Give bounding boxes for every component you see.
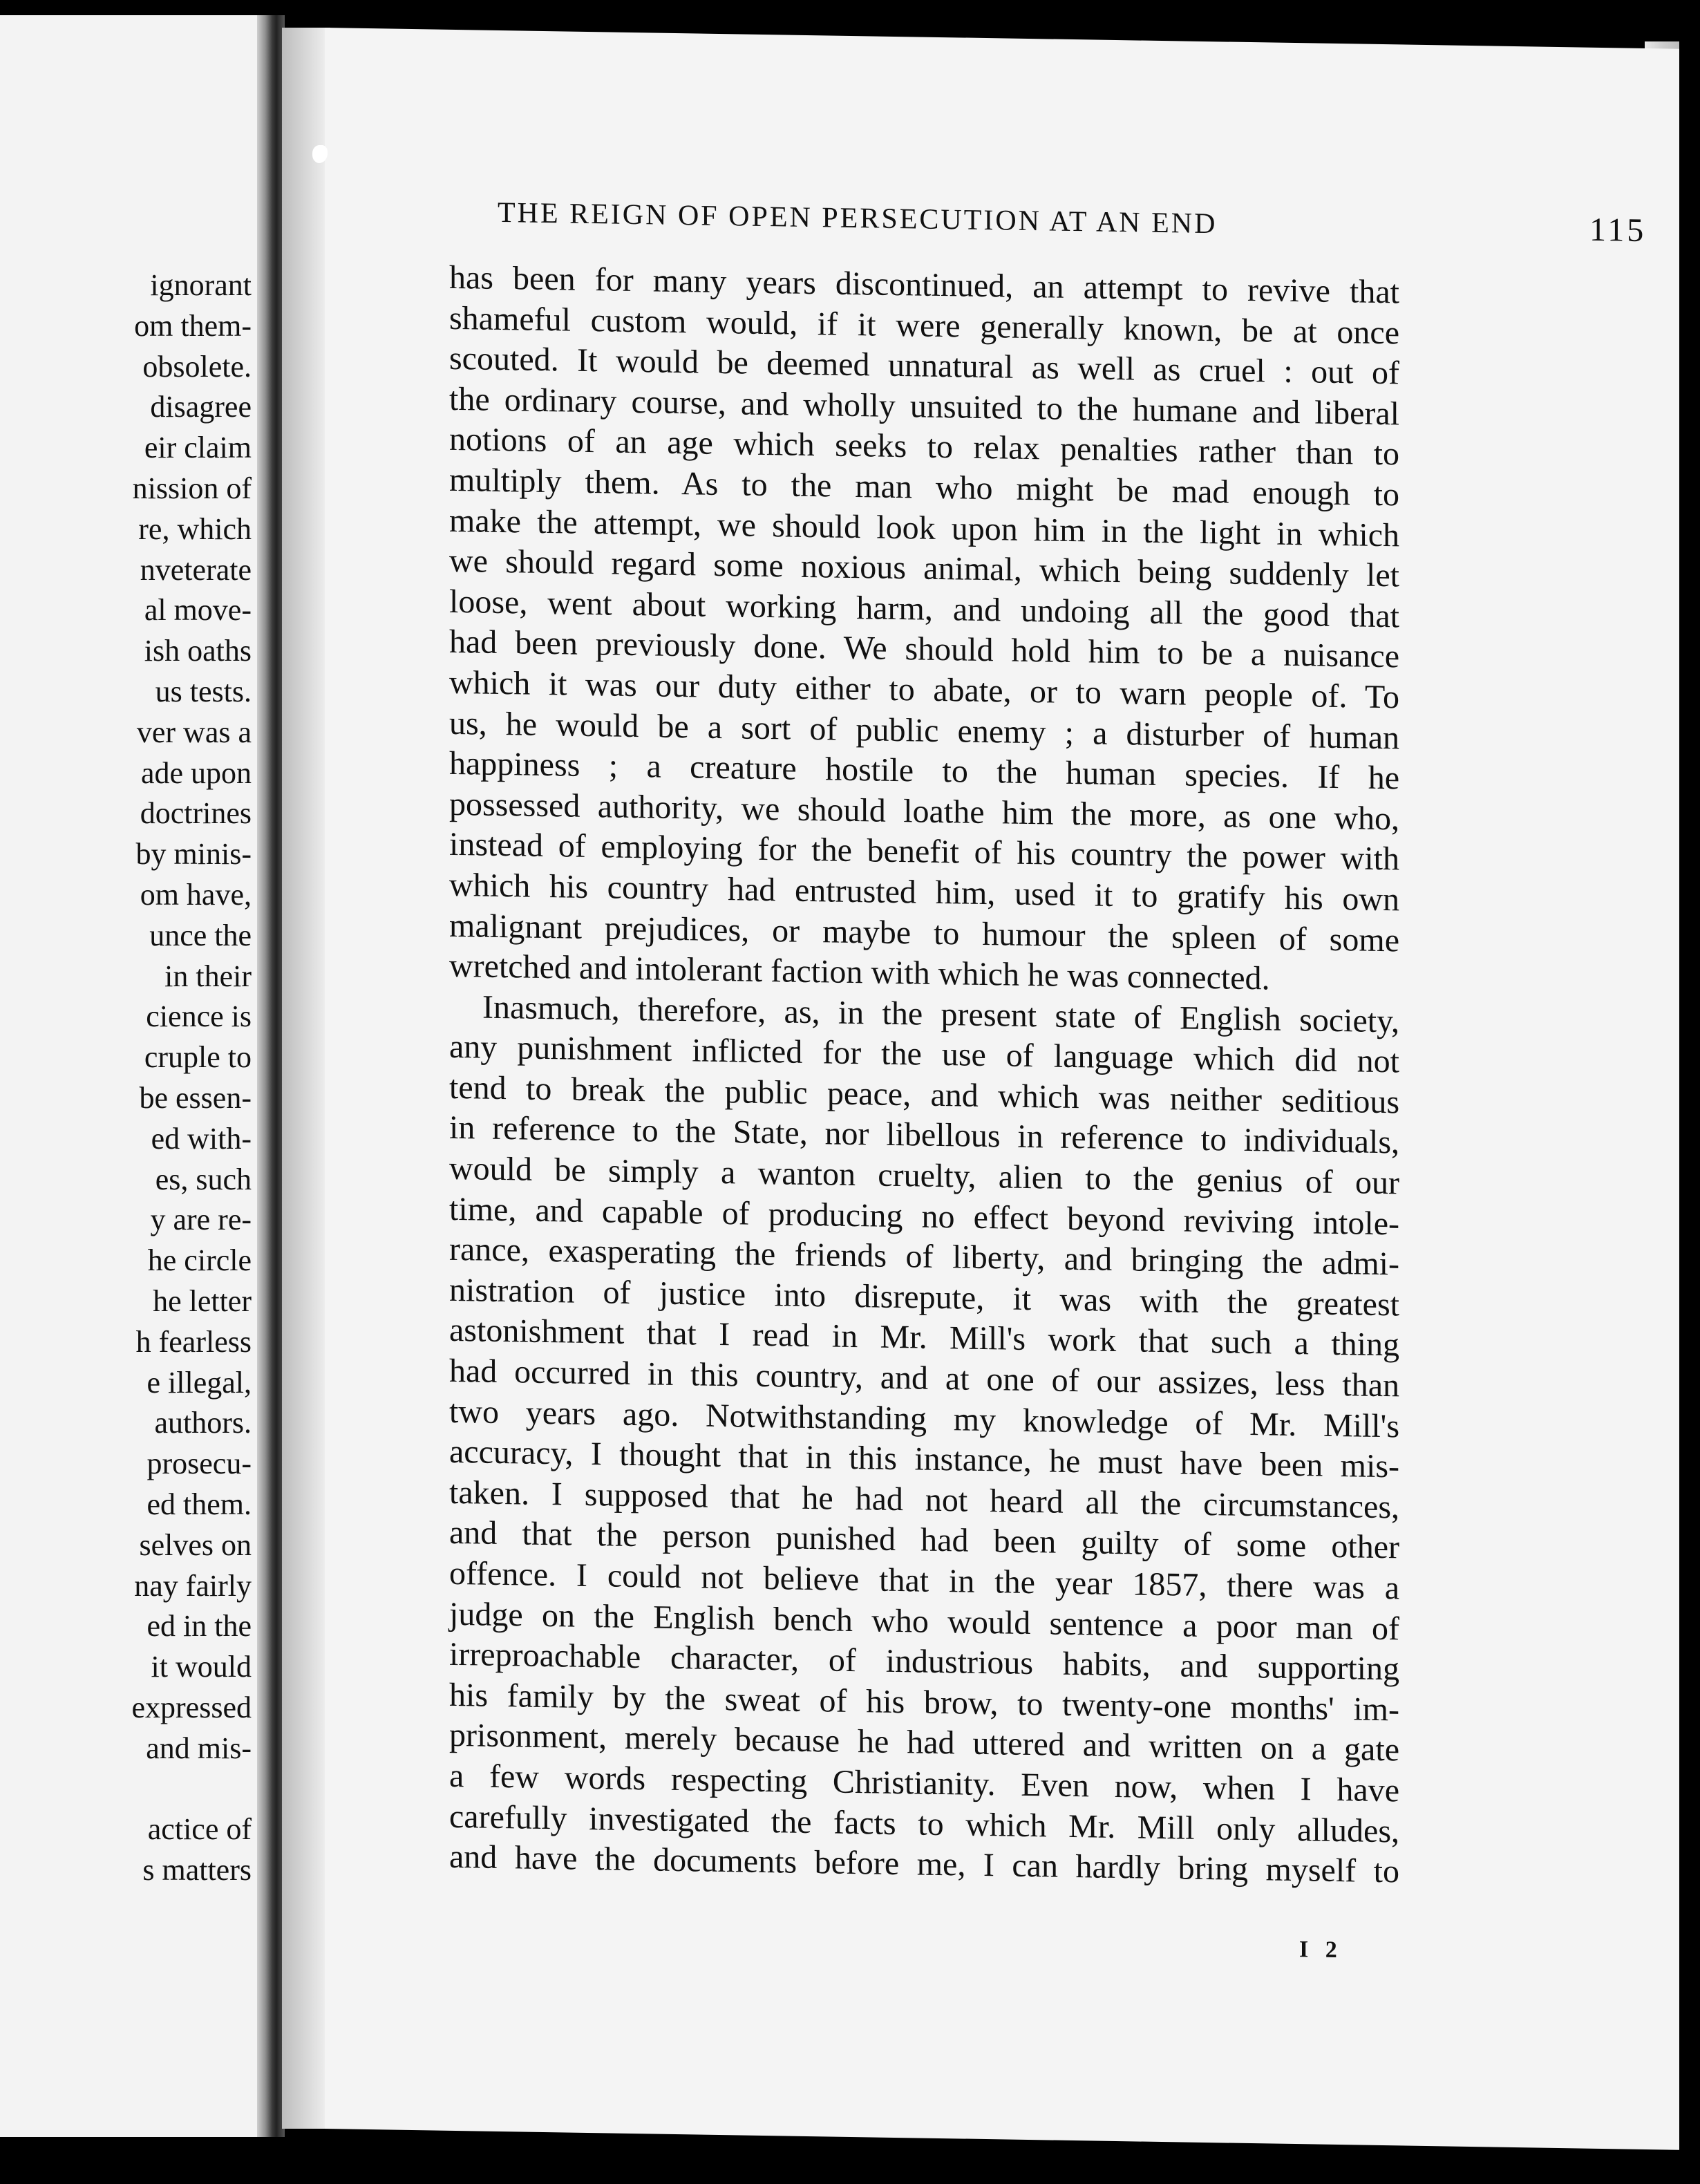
left-page-text <box>0 265 252 1891</box>
left-page-line: ish oaths <box>144 634 252 668</box>
left-page-line: selves on <box>139 1527 252 1562</box>
body-line: had occurred in this country, and at one of our assizes, less than <box>449 1352 1399 1404</box>
left-page-line: re, which <box>138 511 252 546</box>
left-page-line: ignorant <box>150 268 252 302</box>
left-page-line: es, such <box>155 1162 252 1196</box>
left-page-line: he circle <box>147 1243 252 1278</box>
body-line: astonishment that I read in Mr. Mill's work that such a thing <box>449 1312 1399 1364</box>
left-facing-page <box>0 15 257 2137</box>
left-page-line: ade upon <box>140 755 252 790</box>
left-page-line: ed them. <box>147 1487 252 1521</box>
body-line: a few words respecting Christianity. Even now, when I have <box>449 1757 1399 1809</box>
body-line: happiness ; a creature hostile to the human species. If he <box>449 744 1399 797</box>
body-line: has been for many years discontinued, an attempt to revive that <box>449 258 1399 311</box>
body-line: and have the documents before me, I can hardly bring myself to <box>449 1838 1399 1890</box>
left-page-line: authors. <box>154 1406 252 1440</box>
body-line: wretched and intolerant faction with which he was connected. <box>449 947 1270 997</box>
running-header <box>498 196 1679 249</box>
body-line: taken. I supposed that he had not heard all the circumstances, <box>449 1474 1399 1526</box>
left-page-line: nay fairly <box>134 1568 252 1603</box>
body-line: make the attempt, we should look upon him in the light in which <box>449 502 1399 554</box>
left-page-line: eir claim <box>144 431 252 465</box>
body-line: Inasmuch, therefore, as, in the present state of English society, <box>482 988 1399 1040</box>
left-page-line: and mis- <box>146 1731 252 1765</box>
body-line: carefully investigated the facts to which Mr. Mill only alludes, <box>449 1798 1399 1849</box>
body-line: rance, exasperating the friends of liberty, and bringing the admi- <box>449 1231 1399 1283</box>
left-page-line: om them- <box>134 308 252 343</box>
left-page-line: h fearless <box>135 1324 252 1359</box>
body-line: judge on the English bench who would sentence a poor man of <box>449 1595 1399 1648</box>
body-line: notions of an age which seeks to relax penalties rather than to <box>449 421 1399 473</box>
page-number: 115 <box>1589 211 1647 250</box>
body-line: shameful custom would, if it were generally known, be at once <box>449 299 1399 352</box>
left-page-line: doctrines <box>140 796 252 831</box>
left-page-line: ed in the <box>147 1609 252 1644</box>
body-line: loose, went about working harm, and undoing all the good that <box>449 583 1399 635</box>
left-page-line: ver was a <box>136 715 252 749</box>
body-line: in reference to the State, nor libellous in reference to individuals, <box>449 1109 1399 1161</box>
left-page-line: e illegal, <box>147 1365 252 1400</box>
body-line: multiply them. As to the man who might be mad enough to <box>449 461 1399 514</box>
gutter-shadow <box>282 28 330 2129</box>
body-line: his family by the sweat of his brow, to twenty-one months' im- <box>449 1676 1399 1729</box>
left-page-line: nveterate <box>140 552 252 587</box>
left-page-line: cruple to <box>144 1040 252 1075</box>
left-page-line: nission of <box>132 471 252 505</box>
body-line: and that the person punished had been guilty of some other <box>449 1514 1399 1566</box>
left-page-line: disagree <box>150 390 252 424</box>
signature-mark: I 2 <box>1299 1937 1343 1964</box>
body-line: offence. I could not believe that in the year 1857, there was a <box>449 1554 1399 1607</box>
body-line: instead of employing for the benefit of his country the power with <box>449 826 1399 878</box>
left-page-line: prosecu- <box>147 1447 252 1481</box>
body-line: malignant prejudices, or maybe to humour the spleen of some <box>449 907 1399 959</box>
body-line: two years ago. Notwithstanding my knowledge of Mr. Mill's <box>449 1393 1399 1445</box>
right-page <box>325 28 1679 2150</box>
body-line: scouted. It would be deemed unnatural as well as cruel : out of <box>449 340 1399 392</box>
left-page-line: be essen- <box>139 1080 252 1115</box>
left-page-line: by minis- <box>135 837 252 872</box>
left-page-line: unce the <box>149 918 252 952</box>
body-line: the ordinary course, and wholly unsuited to the humane and liberal <box>449 380 1399 433</box>
body-line: accuracy, I thought that in this instance, he must have been mis- <box>449 1433 1399 1485</box>
left-page-line: he letter <box>153 1283 252 1318</box>
body-line: nistration of justice into disrepute, it was with the greatest <box>449 1271 1399 1324</box>
left-page-line: cience is <box>146 999 252 1034</box>
body-line: us, he would be a sort of public enemy ; a disturber of human <box>449 704 1399 756</box>
left-page-line: us tests. <box>155 674 252 708</box>
left-page-line: s matters <box>142 1853 252 1888</box>
left-page-line <box>0 1769 252 1809</box>
body-line: tend to break the public peace, and which was neither seditious <box>449 1069 1399 1121</box>
body-line: time, and capable of producing no effect beyond reviving intole- <box>449 1190 1399 1243</box>
left-page-line: ed with- <box>151 1121 252 1156</box>
left-page-line: expressed <box>131 1690 252 1724</box>
body-text <box>449 258 1399 1892</box>
body-line: we should regard some noxious animal, which being suddenly let <box>449 542 1399 594</box>
left-page-line: om have, <box>140 877 252 912</box>
left-page-line: al move- <box>144 593 252 628</box>
body-line: would be simply a wanton cruelty, alien to the genius of our <box>449 1149 1399 1202</box>
body-line: prisonment, merely because he had uttered and written on a gate <box>449 1717 1399 1769</box>
left-page-line: in their <box>164 959 252 993</box>
body-line: irreproachable character, of industrious habits, and supporting <box>449 1636 1399 1688</box>
left-page-line: actice of <box>147 1812 252 1847</box>
body-line: which it was our duty either to abate, or to warn people of. To <box>449 663 1399 716</box>
book-gutter <box>257 15 285 2137</box>
body-line: which his country had entrusted him, used it to gratify his own <box>449 866 1399 919</box>
body-line: possessed authority, we should loathe him the more, as one who, <box>449 785 1399 838</box>
left-page-line: y are re- <box>150 1203 252 1237</box>
running-title: THE REIGN OF OPEN PERSECUTION AT AN END <box>498 196 1218 241</box>
body-line: had been previously done. We should hold him to be a nuisance <box>449 623 1399 675</box>
body-line: any punishment inflicted for the use of language which did not <box>449 1028 1399 1080</box>
left-page-line: it would <box>151 1650 252 1684</box>
left-page-line: obsolete. <box>142 349 252 384</box>
